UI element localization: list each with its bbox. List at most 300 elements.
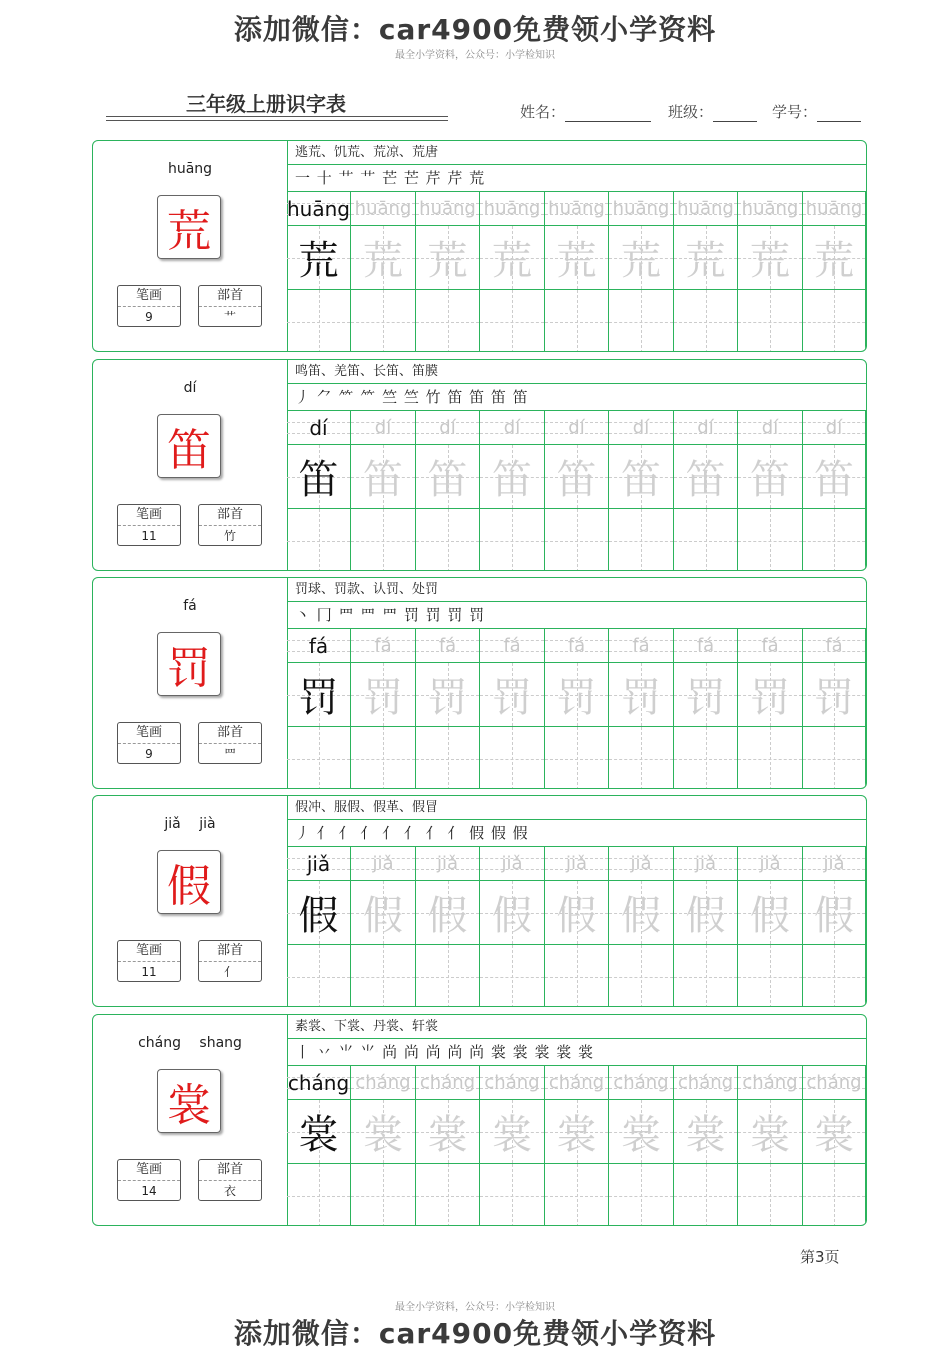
pinyin-cell[interactable] [609, 192, 674, 226]
writing-cell[interactable] [738, 881, 803, 945]
character-info [93, 360, 288, 570]
pinyin-text: jiǎ [436, 853, 459, 874]
pinyin-cell[interactable] [609, 847, 674, 881]
pinyin-text: dí [632, 417, 650, 438]
pinyin-cell[interactable] [480, 847, 545, 881]
pinyin-cell[interactable] [545, 192, 609, 226]
radical-value: 艹 [223, 310, 236, 324]
trace-character: 裳 [363, 1112, 403, 1158]
blank-writing-cell[interactable] [416, 727, 480, 789]
trace-character: 裳 [685, 1112, 726, 1158]
pinyin-cell[interactable] [545, 1066, 609, 1100]
pinyin-cell[interactable] [287, 847, 351, 881]
pinyin-text: dí [697, 417, 714, 438]
pinyin-text: dí [761, 417, 779, 438]
character-box [157, 1069, 221, 1133]
pinyin-text: jiǎ [565, 853, 588, 874]
writing-cell[interactable] [803, 881, 866, 945]
writing-cell[interactable] [609, 226, 674, 290]
writing-cell[interactable] [609, 663, 674, 727]
stroke-count-label: 笔画 [118, 941, 180, 962]
writing-cell[interactable] [674, 881, 738, 945]
radical-label: 部首 [199, 286, 261, 307]
character-card [92, 140, 867, 352]
stroke-count-label: 笔画 [118, 505, 180, 526]
stroke-order: 丨 丷 ⺌ ⺌ 尚 尚 尚 尚 尚 裳 裳 裳 裳 裳 [287, 1039, 866, 1066]
blank-writing-cell[interactable] [351, 290, 416, 352]
pinyin-text: cháng [806, 1072, 862, 1093]
name-label: 姓名： [520, 103, 566, 121]
character-glyph: 荒 [167, 206, 211, 257]
character-pinyin: cháng shang [138, 1035, 242, 1051]
blank-writing-cell[interactable] [803, 727, 866, 789]
pinyin-cell[interactable] [674, 192, 738, 226]
pinyin-text: cháng [677, 1072, 734, 1093]
title-rule [106, 120, 448, 121]
trace-character: 裳 [814, 1112, 854, 1158]
trace-character: 罚 [814, 675, 854, 721]
practice-grid [287, 578, 866, 788]
blank-writing-cell[interactable] [738, 509, 803, 571]
pinyin-cell[interactable] [738, 629, 803, 663]
radical-value: 衣 [223, 1184, 236, 1198]
blank-writing-cell[interactable] [738, 945, 803, 1007]
blank-writing-cell[interactable] [545, 290, 609, 352]
radical-box [198, 285, 262, 327]
example-words: 罚球、罚款、认罚、处罚 [287, 578, 866, 602]
pinyin-text: huāng [354, 198, 412, 219]
pinyin-text: huāng [419, 198, 476, 219]
trace-character: 假 [685, 893, 726, 939]
writing-cell[interactable] [287, 663, 351, 727]
pinyin-cell[interactable] [738, 192, 803, 226]
blank-writing-cell[interactable] [738, 290, 803, 352]
writing-cell[interactable] [287, 226, 351, 290]
character-glyph: 假 [167, 861, 211, 912]
pinyin-text: dí [439, 417, 456, 438]
trace-character: 笛 [556, 457, 597, 503]
trace-character: 笛 [814, 457, 854, 503]
pinyin-text: cháng [484, 1072, 540, 1093]
trace-character: 罚 [685, 675, 726, 721]
pinyin-text: fá [438, 635, 457, 656]
blank-writing-cell[interactable] [287, 1164, 351, 1226]
pinyin-cell[interactable] [609, 411, 674, 445]
writing-cell[interactable] [674, 1100, 738, 1164]
writing-cell[interactable] [545, 1100, 609, 1164]
pinyin-cell[interactable] [287, 411, 351, 445]
blank-writing-cell[interactable] [609, 727, 674, 789]
trace-character: 假 [363, 893, 403, 939]
writing-cell[interactable] [351, 663, 416, 727]
pinyin-cell[interactable] [351, 1066, 416, 1100]
blank-writing-cell[interactable] [674, 1164, 738, 1226]
writing-cell[interactable] [545, 445, 609, 509]
pinyin-cell[interactable] [803, 192, 866, 226]
blank-writing-cell[interactable] [480, 290, 545, 352]
radical-value: 亻 [223, 965, 236, 979]
blank-writing-cell[interactable] [803, 1164, 866, 1226]
pinyin-cell[interactable] [287, 629, 351, 663]
practice-grid [287, 141, 866, 351]
pinyin-cell[interactable] [674, 847, 738, 881]
trace-character: 罚 [427, 675, 468, 721]
character-box [157, 632, 221, 696]
pinyin-text: fá [761, 635, 779, 656]
pinyin-cell[interactable] [351, 192, 416, 226]
character-info [93, 141, 288, 351]
trace-character: 笛 [363, 457, 403, 503]
pinyin-text: cháng [419, 1072, 476, 1093]
blank-writing-cell[interactable] [545, 727, 609, 789]
pinyin-cell[interactable] [674, 629, 738, 663]
trace-character: 罚 [492, 675, 532, 721]
pinyin-text: cháng [287, 1070, 350, 1095]
writing-cell[interactable] [287, 1100, 351, 1164]
character-pinyin: dí [183, 380, 197, 396]
id-field[interactable] [772, 101, 861, 122]
stroke-count-label: 笔画 [118, 286, 180, 307]
trace-character: 假 [621, 893, 661, 939]
pinyin-text: jiǎ [372, 853, 394, 874]
writing-cell[interactable] [416, 226, 480, 290]
writing-cell[interactable] [480, 663, 545, 727]
character-pinyin: huāng [167, 161, 213, 177]
writing-cell[interactable] [738, 226, 803, 290]
pinyin-cell[interactable] [480, 192, 545, 226]
blank-writing-cell[interactable] [416, 1164, 480, 1226]
pinyin-cell[interactable] [609, 1066, 674, 1100]
pinyin-cell[interactable] [803, 629, 866, 663]
writing-cell[interactable] [545, 881, 609, 945]
writing-cell[interactable] [416, 881, 480, 945]
blank-writing-cell[interactable] [609, 290, 674, 352]
radical-value: 罒 [223, 747, 236, 761]
pinyin-cell[interactable] [351, 629, 416, 663]
practice-grid [287, 796, 866, 1006]
top-banner: 添加微信：car4900免费领小学资料 [233, 13, 717, 46]
pinyin-cell[interactable] [416, 411, 480, 445]
pinyin-cell[interactable] [545, 847, 609, 881]
blank-writing-cell[interactable] [609, 509, 674, 571]
trace-character: 荒 [298, 238, 339, 284]
stroke-count-box [117, 940, 181, 982]
writing-cell[interactable] [803, 663, 866, 727]
bottom-banner: 添加微信：car4900免费领小学资料 [233, 1317, 717, 1350]
example-words: 假冲、服假、假革、假冒 [287, 796, 866, 820]
trace-character: 假 [492, 893, 532, 939]
writing-cell[interactable] [416, 1100, 480, 1164]
pinyin-cell[interactable] [480, 629, 545, 663]
example-words: 素裳、下裳、丹裳、轩裳 [287, 1015, 866, 1039]
pinyin-text: dí [374, 417, 392, 438]
id-label: 学号： [772, 103, 818, 121]
writing-cell[interactable] [545, 663, 609, 727]
blank-writing-cell[interactable] [287, 290, 351, 352]
pinyin-text: cháng [355, 1072, 411, 1093]
trace-character: 裳 [427, 1112, 468, 1158]
pinyin-text: cháng [613, 1072, 669, 1093]
pinyin-cell[interactable] [545, 411, 609, 445]
radical-box [198, 940, 262, 982]
blank-writing-cell[interactable] [545, 1164, 609, 1226]
pinyin-cell[interactable] [803, 847, 866, 881]
blank-writing-cell[interactable] [609, 1164, 674, 1226]
trace-character: 假 [556, 893, 597, 939]
trace-character: 笛 [685, 457, 726, 503]
example-words: 鸣笛、羌笛、长笛、笛膜 [287, 360, 866, 384]
writing-cell[interactable] [674, 445, 738, 509]
radical-label: 部首 [199, 505, 261, 526]
trace-character: 荒 [492, 238, 532, 284]
trace-character: 假 [814, 893, 854, 939]
blank-writing-cell[interactable] [674, 509, 738, 571]
trace-character: 假 [750, 893, 790, 939]
pinyin-text: jiǎ [501, 853, 523, 874]
pinyin-cell[interactable] [738, 411, 803, 445]
blank-writing-cell[interactable] [738, 727, 803, 789]
trace-character: 裳 [750, 1112, 790, 1158]
trace-character: 笛 [492, 457, 532, 503]
pinyin-text: dí [503, 417, 521, 438]
pinyin-cell[interactable] [738, 847, 803, 881]
trace-character: 荒 [685, 238, 726, 284]
writing-cell[interactable] [803, 226, 866, 290]
pinyin-text: huāng [287, 196, 350, 221]
blank-writing-cell[interactable] [674, 945, 738, 1007]
sheet-title: 三年级上册识字表 [186, 92, 346, 116]
trace-character: 笛 [427, 457, 468, 503]
radical-box [198, 504, 262, 546]
blank-writing-cell[interactable] [674, 727, 738, 789]
radical-label: 部首 [199, 723, 261, 744]
stroke-count-value: 9 [145, 310, 153, 324]
stroke-count-value: 11 [141, 529, 157, 543]
pinyin-text: cháng [548, 1072, 605, 1093]
pinyin-text: huāng [548, 198, 605, 219]
character-info [93, 578, 288, 788]
writing-cell[interactable] [803, 445, 866, 509]
pinyin-cell[interactable] [351, 847, 416, 881]
stroke-count-box [117, 722, 181, 764]
trace-character: 荒 [556, 238, 597, 284]
trace-character: 荒 [427, 238, 468, 284]
writing-cell[interactable] [351, 226, 416, 290]
title-rule [106, 116, 448, 117]
pinyin-cell[interactable] [416, 1066, 480, 1100]
pinyin-text: dí [825, 417, 843, 438]
id-blank[interactable] [817, 107, 861, 122]
writing-cell[interactable] [545, 226, 609, 290]
pinyin-cell[interactable] [803, 411, 866, 445]
radical-box [198, 722, 262, 764]
stroke-count-box [117, 504, 181, 546]
stroke-count-value: 9 [145, 747, 153, 761]
trace-character: 荒 [814, 238, 854, 284]
blank-writing-cell[interactable] [287, 945, 351, 1007]
character-info [93, 1015, 288, 1225]
writing-cell[interactable] [738, 445, 803, 509]
pinyin-text: jiǎ [759, 853, 781, 874]
stroke-count-label: 笔画 [118, 1160, 180, 1181]
trace-character: 笛 [298, 457, 339, 503]
trace-character: 裳 [298, 1112, 339, 1158]
pinyin-text: jiǎ [823, 853, 845, 874]
blank-writing-cell[interactable] [287, 509, 351, 571]
blank-writing-cell[interactable] [287, 727, 351, 789]
character-card [92, 795, 867, 1007]
pinyin-cell[interactable] [545, 629, 609, 663]
writing-cell[interactable] [351, 881, 416, 945]
blank-writing-cell[interactable] [480, 509, 545, 571]
pinyin-text: dí [568, 417, 585, 438]
blank-writing-cell[interactable] [351, 509, 416, 571]
pinyin-cell[interactable] [803, 1066, 866, 1100]
practice-grid [287, 360, 866, 570]
stroke-order: 丿 ⺈ ⺮ ⺮ 竺 竺 竹 笛 笛 笛 笛 [287, 384, 866, 411]
blank-writing-cell[interactable] [480, 945, 545, 1007]
blank-writing-cell[interactable] [545, 945, 609, 1007]
blank-writing-cell[interactable] [545, 509, 609, 571]
writing-cell[interactable] [609, 881, 674, 945]
blank-writing-cell[interactable] [480, 1164, 545, 1226]
pinyin-text: fá [567, 635, 586, 656]
trace-character: 笛 [750, 457, 790, 503]
name-blank[interactable] [565, 107, 651, 122]
stroke-order: 一 十 艹 艹 芒 芒 芹 芹 荒 [287, 165, 866, 192]
character-pinyin: fá [183, 598, 197, 614]
trace-character: 荒 [750, 238, 790, 284]
blank-writing-cell[interactable] [803, 290, 866, 352]
class-field[interactable] [668, 101, 757, 122]
pinyin-text: huāng [612, 198, 670, 219]
blank-writing-cell[interactable] [416, 290, 480, 352]
blank-writing-cell[interactable] [351, 1164, 416, 1226]
pinyin-text: huāng [483, 198, 541, 219]
writing-cell[interactable] [803, 1100, 866, 1164]
top-subline: 最全小学资料，公众号：小学检知识 [395, 50, 555, 61]
writing-cell[interactable] [674, 226, 738, 290]
blank-writing-cell[interactable] [351, 727, 416, 789]
class-label: 班级： [668, 103, 714, 121]
trace-character: 假 [427, 893, 468, 939]
pinyin-text: fá [374, 635, 392, 656]
pinyin-text: huāng [741, 198, 799, 219]
pinyin-text: fá [503, 635, 521, 656]
blank-writing-cell[interactable] [674, 290, 738, 352]
name-field[interactable] [520, 101, 651, 122]
stroke-count-label: 笔画 [118, 723, 180, 744]
character-glyph: 笛 [167, 425, 211, 476]
stroke-order: 丶 冂 罒 罒 罒 罚 罚 罚 罚 [287, 602, 866, 629]
writing-cell[interactable] [480, 881, 545, 945]
pinyin-cell[interactable] [674, 411, 738, 445]
page-number: 第3页 [800, 1248, 840, 1266]
pinyin-cell[interactable] [416, 629, 480, 663]
pinyin-text: dí [309, 415, 328, 440]
blank-writing-cell[interactable] [803, 945, 866, 1007]
trace-character: 罚 [556, 675, 597, 721]
pinyin-text: fá [696, 635, 715, 656]
writing-cell[interactable] [609, 1100, 674, 1164]
blank-writing-cell[interactable] [416, 945, 480, 1007]
pinyin-cell[interactable] [351, 411, 416, 445]
pinyin-text: fá [632, 635, 650, 656]
stroke-count-box [117, 285, 181, 327]
pinyin-cell[interactable] [480, 1066, 545, 1100]
pinyin-cell[interactable] [416, 847, 480, 881]
character-card [92, 359, 867, 571]
trace-character: 罚 [298, 675, 339, 721]
writing-cell[interactable] [480, 226, 545, 290]
radical-value: 竹 [223, 529, 236, 543]
class-blank[interactable] [713, 107, 757, 122]
pinyin-text: jiǎ [694, 853, 717, 874]
radical-label: 部首 [199, 1160, 261, 1181]
trace-character: 罚 [363, 675, 403, 721]
blank-writing-cell[interactable] [480, 727, 545, 789]
writing-cell[interactable] [287, 445, 351, 509]
blank-writing-cell[interactable] [803, 509, 866, 571]
writing-cell[interactable] [416, 663, 480, 727]
pinyin-cell[interactable] [480, 411, 545, 445]
blank-writing-cell[interactable] [609, 945, 674, 1007]
practice-grid [287, 1015, 866, 1225]
radical-label: 部首 [199, 941, 261, 962]
trace-character: 裳 [621, 1112, 661, 1158]
pinyin-text: cháng [742, 1072, 798, 1093]
blank-writing-cell[interactable] [351, 945, 416, 1007]
trace-character: 罚 [621, 675, 661, 721]
trace-character: 笛 [621, 457, 661, 503]
radical-box [198, 1159, 262, 1201]
trace-character: 荒 [621, 238, 661, 284]
pinyin-cell[interactable] [416, 192, 480, 226]
pinyin-text: fá [308, 633, 329, 658]
pinyin-cell[interactable] [287, 192, 351, 226]
blank-writing-cell[interactable] [738, 1164, 803, 1226]
trace-character: 荒 [363, 238, 403, 284]
pinyin-text: huāng [677, 198, 734, 219]
character-box [157, 195, 221, 259]
stroke-count-value: 11 [141, 965, 157, 979]
character-glyph: 裳 [167, 1080, 211, 1131]
writing-cell[interactable] [738, 663, 803, 727]
writing-cell[interactable] [674, 663, 738, 727]
writing-cell[interactable] [351, 1100, 416, 1164]
writing-cell[interactable] [609, 445, 674, 509]
trace-character: 裳 [492, 1112, 532, 1158]
example-words: 逃荒、饥荒、荒凉、荒唐 [287, 141, 866, 165]
pinyin-cell[interactable] [738, 1066, 803, 1100]
writing-cell[interactable] [416, 445, 480, 509]
character-box [157, 850, 221, 914]
writing-cell[interactable] [480, 445, 545, 509]
trace-character: 裳 [556, 1112, 597, 1158]
blank-writing-cell[interactable] [416, 509, 480, 571]
writing-cell[interactable] [738, 1100, 803, 1164]
trace-character: 假 [298, 893, 339, 939]
pinyin-cell[interactable] [674, 1066, 738, 1100]
character-card [92, 1014, 867, 1226]
character-pinyin: jiǎ jià [164, 816, 216, 832]
pinyin-text: huāng [805, 198, 863, 219]
pinyin-cell[interactable] [287, 1066, 351, 1100]
writing-cell[interactable] [480, 1100, 545, 1164]
writing-cell[interactable] [351, 445, 416, 509]
writing-cell[interactable] [287, 881, 351, 945]
pinyin-cell[interactable] [609, 629, 674, 663]
